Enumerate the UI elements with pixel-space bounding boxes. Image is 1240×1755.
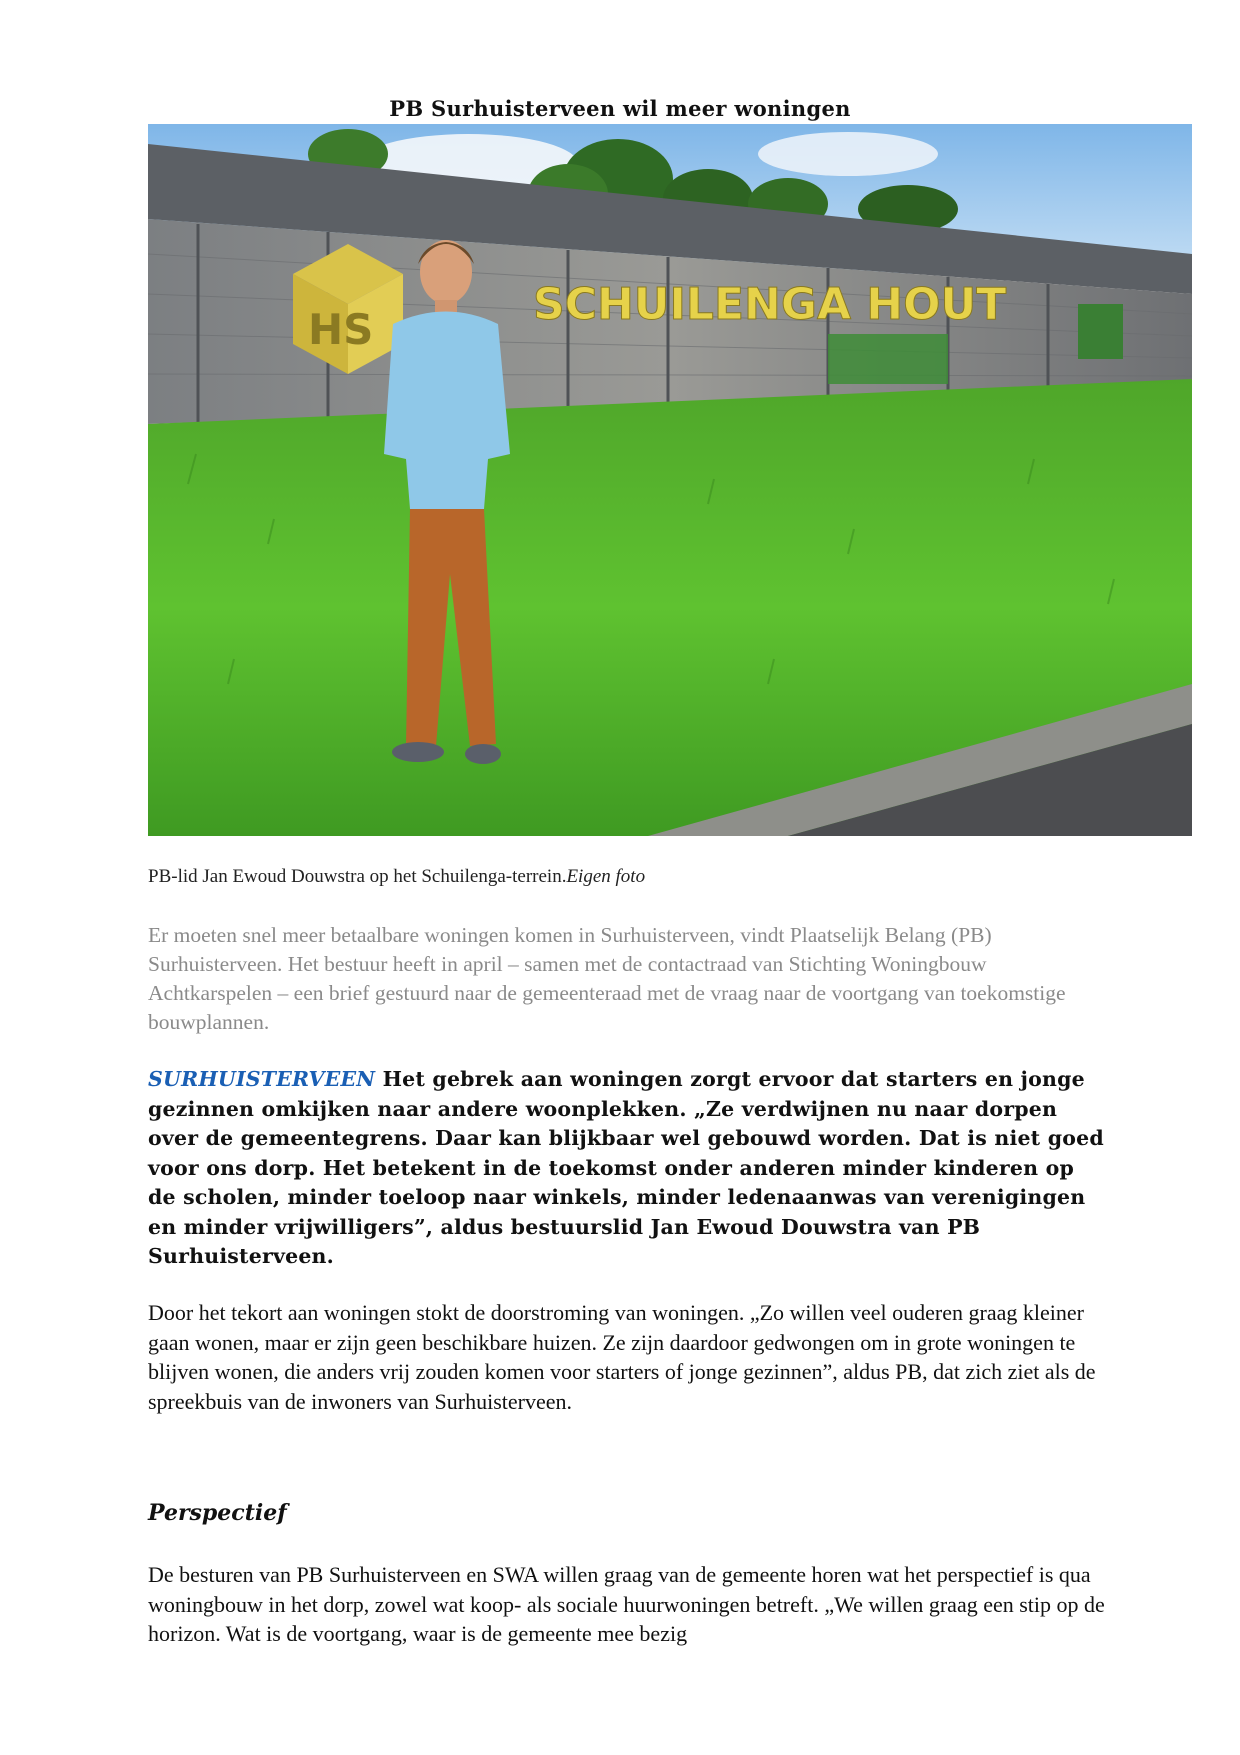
article-title: PB Surhuisterveen wil meer woningen (389, 96, 851, 121)
photo-illustration (148, 124, 1192, 836)
dateline: SURHUISTERVEEN (148, 1067, 376, 1091)
article-intro: Er moeten snel meer betaalbare woningen komen in Surhuisterveen, vindt Plaatselijk Belang (PB) Surhuisterveen. Het bestuur heeft in april – samen met de contactraad van Stichting Woningbouw Achtkarspelen – een brief gestuurd naar de gemeenteraad met de vraag naar de voortgang van toekomstige bouwplannen. (148, 923, 1066, 1034)
subheading: Perspectief (148, 1500, 287, 1526)
article-lead (148, 1065, 1108, 1272)
caption-credit: Eigen foto (566, 866, 646, 887)
article-photo (148, 124, 1192, 836)
logo-letters: HS (308, 305, 374, 354)
caption-text: PB-lid Jan Ewoud Douwstra op het Schuilenga-terrein. (148, 866, 567, 887)
sign-text: SCHUILENGA HOUT (533, 279, 1007, 330)
body-paragraph-2: De besturen van PB Surhuisterveen en SWA willen graag van de gemeente horen wat het perspectief is qua woningbouw in het dorp, zowel wat koop- als sociale huurwoningen betreft. „We willen graag een stip op de horizon. Wat is de voortgang, waar is de gemeente mee bezig (148, 1562, 1105, 1646)
body-paragraph-1: Door het tekort aan woningen stokt de doorstroming van woningen. „Zo willen veel ouderen graag kleiner gaan wonen, maar er zijn geen beschikbare huizen. Ze zijn daardoor gedwongen om in grote woningen te blijven wonen, die anders vrij zouden komen voor starters of jonge gezinnen”, aldus PB, dat zich ziet als de spreekbuis van de inwoners van Surhuisterveen. (148, 1300, 1096, 1414)
photo-caption (148, 866, 645, 888)
lead-text: Het gebrek aan woningen zorgt ervoor dat starters en jonge gezinnen omkijken naar andere woonplekken. „Ze verdwijnen nu naar dorpen over de gemeentegrens. Daar kan blijkbaar wel gebouwd worden. Dat is niet goed voor ons dorp. Het betekent in de toekomst onder anderen minder kinderen op de scholen, minder toeloop naar winkels, minder ledenaanwas van verenigingen en minder vrijwilligers”, aldus bestuurslid Jan Ewoud Douwstra van PB Surhuisterveen. (148, 1067, 1104, 1268)
